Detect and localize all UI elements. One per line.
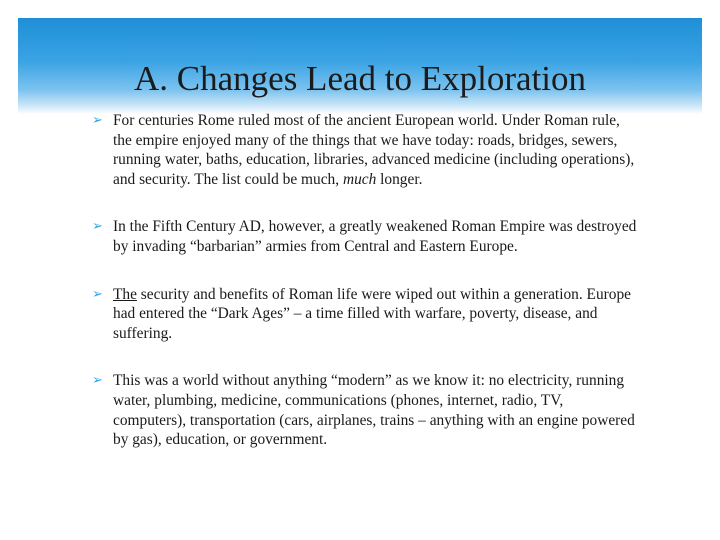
arrow-bullet-icon: ➢ <box>92 373 103 389</box>
bullet-text: This was a world without anything “modern” as we know it: no electricity, running water, plumbing, medicine, communications (phones, internet, radio, TV, computers), transportation (cars, airplanes, trains – anything with an engine powered by gas), education, or government. <box>113 372 635 449</box>
bullet-item <box>92 217 640 256</box>
bullet-list <box>92 111 640 478</box>
bullet-item <box>92 371 640 449</box>
slide-title: A. Changes Lead to Exploration <box>134 59 586 98</box>
emphasis-text: much <box>342 170 377 188</box>
arrow-bullet-icon: ➢ <box>92 113 103 128</box>
underlined-text: The <box>113 285 137 303</box>
bullet-text: In the Fifth Century AD, however, a greatly weakened Roman Empire was destroyed by invading “barbarian” armies from Central and Eastern Europe. <box>113 218 637 255</box>
bullet-text: The security and benefits of Roman life were wiped out within a generation. Europe had entered the “Dark Ages” – a time filled with warfare, poverty, disease, and suffering. <box>113 285 631 342</box>
arrow-bullet-icon: ➢ <box>92 219 103 235</box>
bullet-item <box>92 285 640 344</box>
bullet-text: For centuries Rome ruled most of the ancient European world. Under Roman rule, the empire enjoyed many of the things that we have today: roads, bridges, sewers, running water, baths, education, libraries, advanced medicine (including operations), and security. The list could be much, much longer. <box>113 112 635 188</box>
bullet-item <box>92 111 640 189</box>
arrow-bullet-icon: ➢ <box>92 286 103 302</box>
